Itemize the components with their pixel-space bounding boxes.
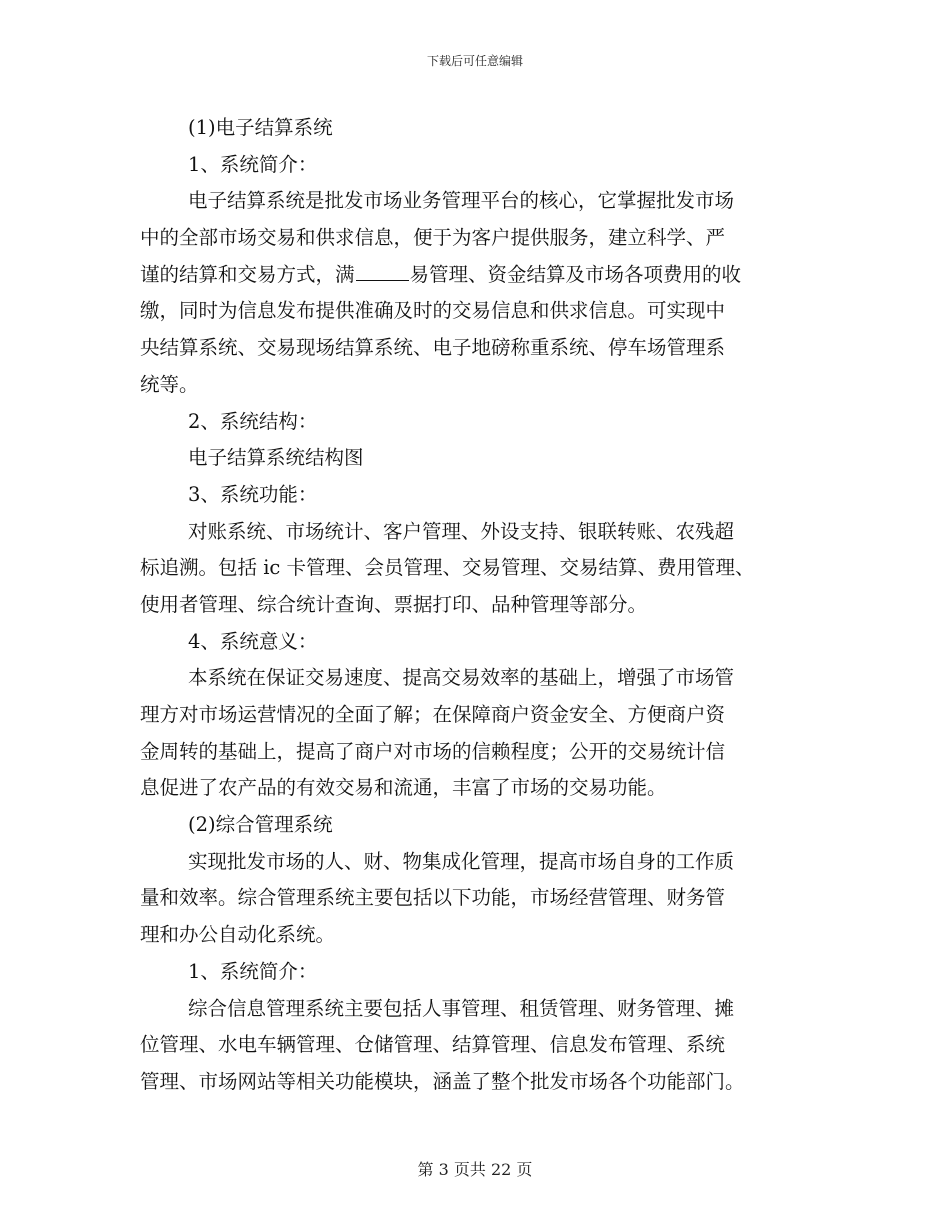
paragraph-line xyxy=(140,257,814,294)
paragraph-line: 统等。 xyxy=(140,372,199,396)
subsection-heading: 2、系统结构： xyxy=(188,409,318,433)
paragraph-line: 量和效率。综合管理系统主要包括以下功能，市场经营管理、财务管 xyxy=(140,886,726,910)
paragraph-line: 理方对市场运营情况的全面了解；在保障商户资金安全、方便商户资 xyxy=(140,703,726,726)
text-segment: 易管理、资金结算及市场各项费用的收 xyxy=(409,262,742,286)
paragraph-line: 息促进了农产品的有效交易和流通，丰富了市场的交易功能。 xyxy=(140,776,667,800)
section-heading-2: (2)综合管理系统 xyxy=(188,813,333,837)
paragraph-line: 理和办公自动化系统。 xyxy=(140,923,336,947)
paragraph-line: 位管理、水电车辆管理、仓储管理、结算管理、信息发布管理、系统 xyxy=(140,1033,726,1057)
paragraph-line: 本系统在保证交易速度、提高交易效率的基础上，增强了市场管 xyxy=(188,666,735,690)
text-segment: 谨的结算和交易方式，满 xyxy=(140,262,355,286)
section-heading-1: (1)电子结算系统 xyxy=(188,116,333,139)
paragraph-line: 使用者管理、综合统计查询、票据打印、品种管理等部分。 xyxy=(140,592,648,616)
paragraph-line: 管理、市场网站等相关功能模块，涵盖了整个批发市场各个功能部门。 xyxy=(140,1069,745,1093)
paragraph-line: 标追溯。包括 ic 卡管理、会员管理、交易管理、交易结算、费用管理、 xyxy=(140,556,755,580)
paragraph-line: 央结算系统、交易现场结算系统、电子地磅称重系统、停车场管理系 xyxy=(140,336,726,360)
paragraph-line: 对账系统、市场统计、客户管理、外设支持、银联转账、农残超 xyxy=(188,519,735,543)
subsection-heading: 1、系统简介： xyxy=(188,959,318,983)
page-footer: 第 3 页共 22 页 xyxy=(417,1160,533,1179)
page-header: 下载后可任意编辑 xyxy=(426,54,523,68)
paragraph-line: 中的全部市场交易和供求信息，便于为客户提供服务，建立科学、严 xyxy=(140,226,726,250)
paragraph-line: 实现批发市场的人、财、物集成化管理，提高市场自身的工作质 xyxy=(188,849,735,873)
paragraph-line: 电子结算系统是批发市场业务管理平台的核心，它掌握批发市场 xyxy=(188,189,735,213)
paragraph-line: 综合信息管理系统主要包括人事管理、租赁管理、财务管理、摊 xyxy=(188,996,735,1020)
document-body xyxy=(140,110,814,1101)
paragraph-line: 金周转的基础上，提高了商户对市场的信赖程度；公开的交易统计信 xyxy=(140,739,726,763)
subsection-heading: 3、系统功能： xyxy=(188,482,318,506)
figure-caption: 电子结算系统结构图 xyxy=(188,446,364,470)
blank-underline xyxy=(356,264,409,281)
subsection-heading: 1、系统简介： xyxy=(188,152,318,176)
paragraph-line: 缴，同时为信息发布提供准确及时的交易信息和供求信息。可实现中 xyxy=(140,299,726,323)
subsection-heading: 4、系统意义： xyxy=(188,629,318,653)
